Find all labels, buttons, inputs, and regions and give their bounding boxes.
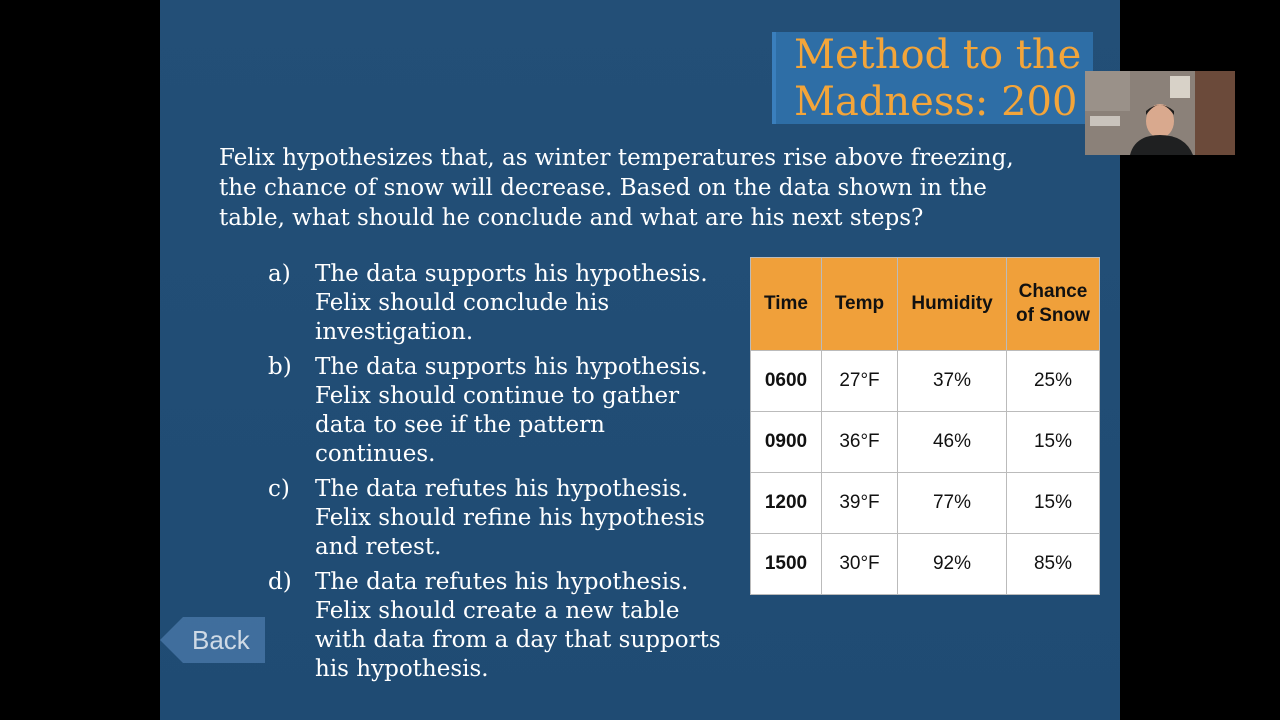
answer-letter: a) xyxy=(268,261,291,287)
slide-title xyxy=(794,32,1081,126)
answer-letter: b) xyxy=(268,354,292,380)
slide-title-line1: Method to the xyxy=(794,32,1082,78)
table-row xyxy=(751,351,1100,412)
table-row xyxy=(751,534,1100,595)
slide-title-box xyxy=(772,32,1093,124)
table-header-time: Time xyxy=(751,258,822,351)
data-table xyxy=(750,257,1100,595)
table-cell-snow: 25% xyxy=(1007,351,1100,412)
answer-text: The data refutes his hypothesis. Felix should refine his hypothesis and retest. xyxy=(315,476,705,560)
answer-b[interactable] xyxy=(262,353,722,469)
table-cell-temp: 30°F xyxy=(822,534,898,595)
back-label: Back xyxy=(192,625,250,655)
answer-d[interactable] xyxy=(262,568,722,684)
table-header-temp: Temp xyxy=(822,258,898,351)
answer-text: The data supports his hypothesis. Felix should continue to gather data to see if the pattern continues. xyxy=(315,354,708,467)
answer-text: The data refutes his hypothesis. Felix should create a new table with data from a day that supports his hypothesis. xyxy=(315,569,721,682)
table-cell-snow: 85% xyxy=(1007,534,1100,595)
table-cell-snow: 15% xyxy=(1007,473,1100,534)
table-cell-time: 1200 xyxy=(751,473,822,534)
table-cell-humidity: 92% xyxy=(898,534,1007,595)
answer-c[interactable] xyxy=(262,475,722,562)
table-cell-time: 1500 xyxy=(751,534,822,595)
table-cell-temp: 36°F xyxy=(822,412,898,473)
table-cell-snow: 15% xyxy=(1007,412,1100,473)
table-cell-temp: 39°F xyxy=(822,473,898,534)
slide-title-line2: Madness: 200 xyxy=(794,79,1078,125)
table-cell-temp: 27°F xyxy=(822,351,898,412)
back-button[interactable] xyxy=(160,617,265,663)
person-video-icon xyxy=(1085,71,1235,155)
answer-a[interactable] xyxy=(262,260,722,347)
table-cell-humidity: 77% xyxy=(898,473,1007,534)
question-text: Felix hypothesizes that, as winter temperatures rise above freezing, the chance of snow will decrease. Based on the data shown in the table, what should he conclude and what are his next steps? xyxy=(219,145,1014,231)
table-row xyxy=(751,473,1100,534)
table-row xyxy=(751,412,1100,473)
table-header-chance-of-snow: Chance of Snow xyxy=(1007,258,1100,351)
table-header-humidity: Humidity xyxy=(898,258,1007,351)
answer-list xyxy=(262,260,722,690)
answer-letter: d) xyxy=(268,569,292,595)
table-cell-time: 0600 xyxy=(751,351,822,412)
table-header-row xyxy=(751,258,1100,351)
webcam-thumbnail xyxy=(1085,71,1235,155)
table-cell-humidity: 46% xyxy=(898,412,1007,473)
table-cell-humidity: 37% xyxy=(898,351,1007,412)
answer-letter: c) xyxy=(268,476,290,502)
answer-text: The data supports his hypothesis. Felix should conclude his investigation. xyxy=(315,261,708,345)
table-cell-time: 0900 xyxy=(751,412,822,473)
